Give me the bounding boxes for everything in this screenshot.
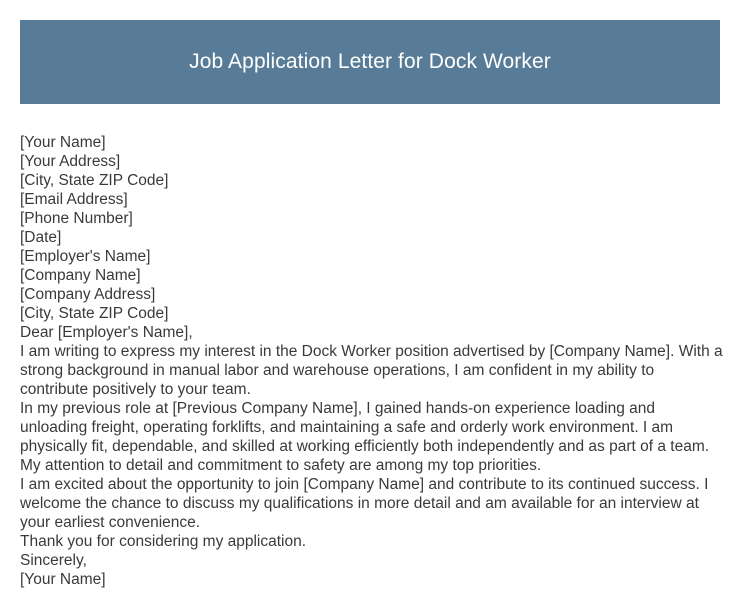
sender-address: [Your Address] xyxy=(20,153,121,170)
letter-date: [Date] xyxy=(20,229,62,246)
paragraph-intro: I am writing to express my interest in the Dock Worker position advertised by [Company Name]. With a strong background in manual labor and warehouse operations, I am confident in my ability to contribute positively to your team. xyxy=(20,343,723,398)
paragraph-interest: I am excited about the opportunity to join [Company Name] and contribute to its continued success. I welcome the chance to discuss my qualifications in more detail and am available for an interview at your earliest convenience. xyxy=(20,476,709,531)
salutation: Dear [Employer's Name], xyxy=(20,324,193,341)
recipient-name: [Employer's Name] xyxy=(20,248,151,265)
signature: [Your Name] xyxy=(20,571,106,588)
sender-city-state-zip: [City, State ZIP Code] xyxy=(20,172,169,189)
letter-body xyxy=(20,133,725,589)
sender-name: [Your Name] xyxy=(20,134,106,151)
page-title: Job Application Letter for Dock Worker xyxy=(189,50,551,73)
closing: Sincerely, xyxy=(20,552,87,569)
sender-email: [Email Address] xyxy=(20,191,128,208)
recipient-company-address: [Company Address] xyxy=(20,286,156,303)
recipient-city-state-zip: [City, State ZIP Code] xyxy=(20,305,169,322)
recipient-company: [Company Name] xyxy=(20,267,141,284)
header-banner xyxy=(20,20,720,104)
paragraph-experience: In my previous role at [Previous Company Name], I gained hands-on experience loading and unloading freight, operating forklifts, and maintaining a safe and orderly work environment. I am physically fit, dependable, and skilled at working efficiently both independently and as part of a team. My attention to detail and commitment to safety are among my top priorities. xyxy=(20,400,710,474)
paragraph-thanks: Thank you for considering my application. xyxy=(20,533,307,550)
sender-phone: [Phone Number] xyxy=(20,210,133,227)
